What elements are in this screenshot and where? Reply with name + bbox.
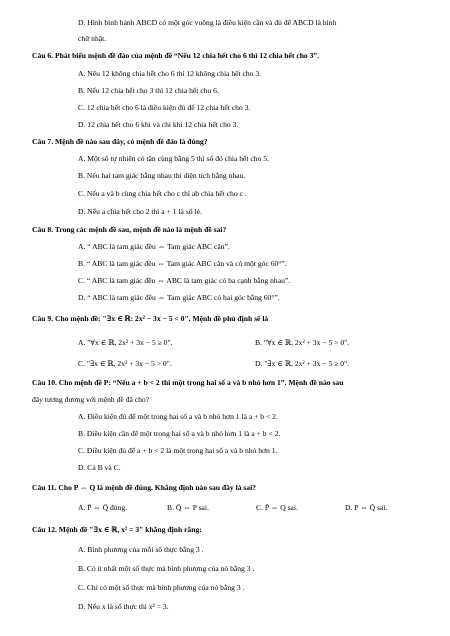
q6-option-d: D. 12 chia hết cho 6 khi và chỉ khi 12 chia hết cho 3.	[78, 120, 239, 129]
q9-option-c: C. "∃x ∈ ℝ, 2x² + 3x − 5 > 0".	[78, 359, 172, 368]
q12-option-c: C. Chỉ có một số thực mà bình phương của nó bằng 3 .	[78, 583, 245, 592]
q7-option-d: D. Nếu a chia hết cho 2 thì a + 1 là số lẻ.	[78, 207, 202, 216]
q8-option-a: A. “ ABC là tam giác đều ⇔ Tam giác ABC cân”.	[78, 242, 230, 251]
q9-option-d: D. "∃x ∈ ℝ, 2x² + 3x − 5 ≥ 0".	[255, 359, 350, 368]
q11-option-b: B. Q̄ ⇔ P sai.	[167, 503, 209, 512]
q9-option-a: A. "∀x ∈ ℝ, 2x² + 3x − 5 ≥ 0".	[78, 338, 173, 347]
question-10-prompt-cont: đây tương đương với mệnh đề đã cho?	[32, 395, 150, 404]
q6-option-b: B. Nếu 12 chia hết cho 3 thì 12 chia hết cho 6.	[78, 86, 219, 95]
q11-option-c: C. P̄ ⇔ Q sai.	[256, 503, 298, 512]
q11-option-a: A. P̄ ⇔ Q̄ đúng.	[78, 503, 128, 512]
question-6-prompt: Câu 6. Phát biểu mệnh đề đảo của mệnh đề “Nếu 12 chia hết cho 6 thì 12 chia hết cho 3”.	[32, 51, 320, 60]
q10-option-b: B. Điều kiện cần để một trong hai số a và b nhỏ hơn 1 là a + b < 2.	[78, 429, 281, 438]
question-10-prompt: Câu 10. Cho mệnh đề P: “Nếu a + b < 2 thì một trong hai số a và b nhỏ hơn 1”. Mệnh đề nào sau	[32, 378, 344, 387]
q5-option-d-line2: chữ nhật.	[78, 34, 107, 43]
q7-option-b: B. Nếu hai tam giác bằng nhau thì diện tích bằng nhau.	[78, 171, 246, 180]
question-9-prompt: Câu 9. Cho mệnh đề: "∃x ∈ ℝ: 2x² − 3x − 5 < 0". Mệnh đề phủ định sẽ là	[32, 314, 269, 323]
q6-option-c: C. 12 chia hết cho 6 là điều kiện đủ để 12 chia hết cho 3.	[78, 103, 251, 112]
q8-option-d: D. “ ABC là tam giác đều ⇔ Tam giác ABC có hai góc bằng 60°”.	[78, 293, 280, 302]
q9-option-b: B. "∀x ∈ ℝ, 2x² + 3x − 5 > 0".	[255, 338, 350, 347]
question-11-prompt: Câu 11. Cho P ⇔ Q là mệnh đề đúng. Khẳng định nào sau đây là sai?	[32, 483, 257, 492]
q8-option-b: B. “ ABC là tam giác đều ⇔ Tam giác ABC cân và có một góc 60°”.	[78, 259, 287, 268]
question-8-prompt: Câu 8. Trong các mệnh đề sau, mệnh đề nào là mệnh đề sai?	[32, 225, 227, 234]
q11-option-d: D. P ⇔ Q̄ sai.	[345, 503, 388, 512]
q6-option-a: A. Nếu 12 không chia hết cho 6 thì 12 không chia hết cho 3.	[78, 69, 262, 78]
q12-option-b: B. Có ít nhất một số thực mà bình phương của nó bằng 3 .	[78, 564, 255, 573]
q8-option-c: C. “ ABC là tam giác đều ⇔ ABC là tam giác có ba cạnh bằng nhau”.	[78, 276, 291, 285]
q7-option-c: C. Nếu a và b cùng chia hết cho c thì ab chia hết cho c .	[78, 189, 247, 198]
q10-option-a: A. Điều kiện đủ để một trong hai số a và b nhỏ hơn 1 là a + b < 2.	[78, 412, 278, 421]
q12-option-a: A. Bình phương của mỗi số thực bằng 3 .	[78, 545, 204, 554]
q10-option-d: D. Cả B và C.	[78, 463, 121, 472]
question-7-prompt: Câu 7. Mệnh đề nào sau đây, có mệnh đề đảo là đúng?	[32, 137, 208, 146]
q7-option-a: A. Một số tự nhiên có tận cùng bằng 5 thì số đó chia hết cho 5.	[78, 154, 269, 163]
question-12-prompt: Câu 12. Mệnh đề "∃x ∈ ℝ, x² = 3" khẳng định rằng:	[32, 525, 202, 534]
q5-option-d-line1: D. Hình bình hành ABCD có một góc vuông là điều kiện cần và đủ để ABCD là hình	[78, 18, 337, 27]
q12-option-d: D. Nếu x là số thực thì x² = 3.	[78, 602, 169, 611]
q10-option-c: C. Điều kiện đủ để a + b < 2 là một trong hai số a và b nhỏ hơn 1.	[78, 446, 278, 455]
